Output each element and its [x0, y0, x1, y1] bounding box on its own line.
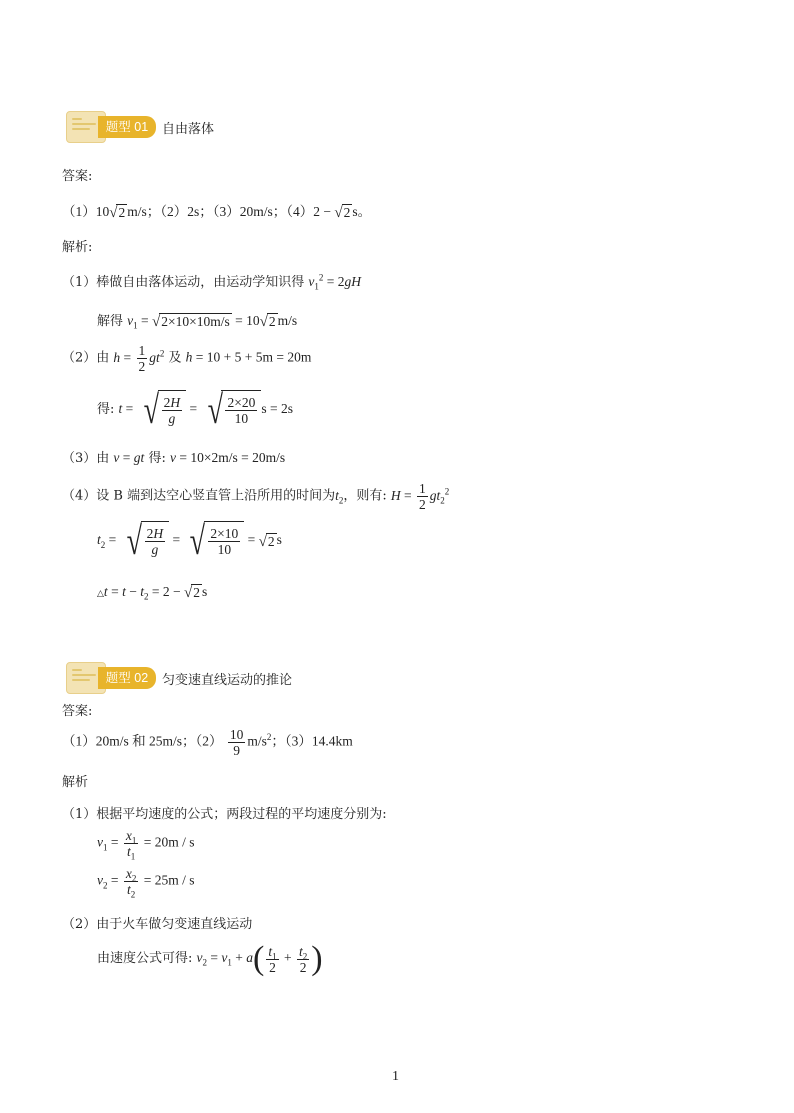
step-2-formula: 由速度公式可得: $v_2 = v_1 + a$( $\frac{t_1}{2}$ + $\frac{t_2}{2}$ )	[97, 940, 323, 977]
step-1-solve: 解得 $v_1$ = √ 2×10×10m/s = 10 √ 2 m/s	[97, 313, 298, 331]
section-badge	[66, 111, 158, 141]
step-1: （1）棒做自由落体运动，由运动学知识得 $v_1^2 = 2gH$	[62, 272, 362, 292]
answer-line: （1）20m/s 和 25m/s；（2） $\frac{10}{9}$ $m/s^2$；（3）14.4km	[62, 727, 353, 758]
answer-line: （1）10 √ 2 m/s；（2）2s；（3）20m/s；（4）2 − √ 2 s。	[62, 204, 372, 222]
step-3: （3）由 v = gt 得: v = 10×2m/s = 20m/s	[62, 450, 286, 466]
section-title: 匀变速直线运动的推论	[162, 673, 293, 688]
section-title: 自由落体	[162, 122, 215, 137]
step-2: （2）由 h = $\frac{1}{2}$ $gt^2$ 及 h = 10 + 5 + 5m = 20m	[62, 343, 312, 374]
step-2: （2）由于火车做匀变速直线运动	[62, 917, 253, 932]
page-number: 1	[392, 1069, 399, 1084]
step-4-t2: $t_2$ = √ $\frac{2H}{g}$ = √ $\frac{2\times 10}{10}$ = √ 2 s	[97, 518, 282, 563]
analysis-label: 解析:	[62, 240, 93, 255]
step-1-v2: $v_2$ = $\frac{x_2}{t_2}$ = 25m / s	[97, 866, 195, 900]
answer-label: 答案:	[62, 704, 93, 719]
analysis-label: 解析	[62, 775, 89, 790]
answer-label: 答案:	[62, 169, 93, 184]
step-4-dt: △t = $t - t_2 = 2$ − √ 2 s	[97, 584, 208, 602]
step-4: （4）设 B 端到达空心竖直管上沿所用的时间为$t_2$，则有: H = $\frac{1}{2}$ $gt_2^2$	[62, 481, 450, 512]
step-2-result: 得: t = √ $\frac{2H}{g}$ = √ $\frac{2\times 20}{10}$ s = 2s	[97, 387, 293, 432]
step-1: （1）根据平均速度的公式；两段过程的平均速度分别为:	[62, 807, 387, 822]
section-badge	[66, 662, 158, 692]
step-1-v1: $v_1$ = $\frac{x_1}{t_1}$ = 20m / s	[97, 828, 195, 862]
badge-label: 题型 02	[98, 667, 156, 689]
badge-label: 题型 01	[98, 116, 156, 138]
